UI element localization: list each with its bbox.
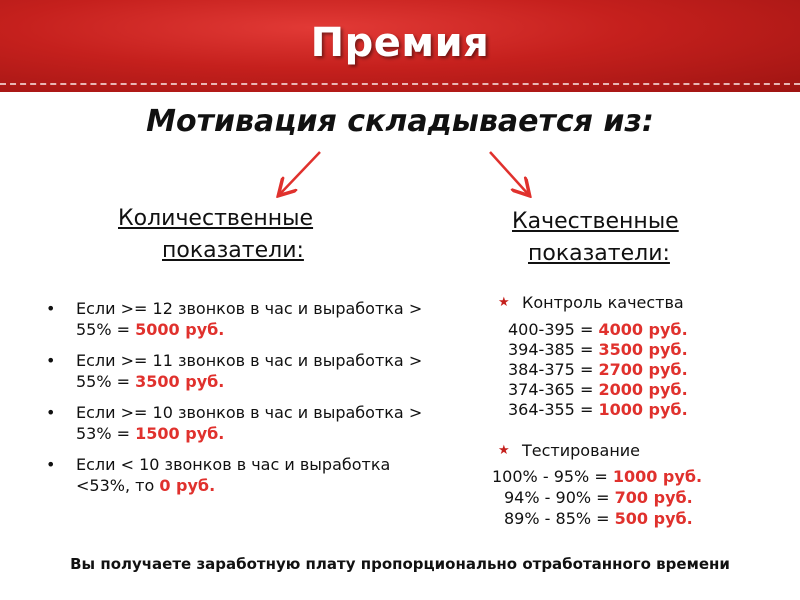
bullet-icon: • — [46, 455, 56, 474]
list-item — [46, 454, 426, 496]
qualitative-heading-line1: Качественные — [512, 209, 679, 234]
range-text: 89% - 85% = — [504, 509, 615, 528]
quality-control-label: Контроль качества — [522, 293, 684, 312]
list-item — [490, 466, 730, 487]
bullet-icon: • — [46, 351, 56, 370]
list-item — [490, 508, 730, 529]
qualitative-heading — [512, 206, 712, 270]
slide-title: Премия — [310, 20, 490, 66]
range-amount: 2700 руб. — [598, 360, 688, 379]
footer-note: Вы получаете заработную плату пропорционально отработанного времени — [70, 555, 730, 573]
list-item — [508, 400, 730, 420]
range-amount: 3500 руб. — [598, 340, 688, 359]
bullet-icon: • — [46, 403, 56, 422]
quantitative-heading-line2: показатели: — [162, 238, 304, 263]
slide-subtitle: Мотивация складывается из: — [146, 104, 654, 139]
range-text: 384-375 = — [508, 360, 599, 379]
list-item — [490, 487, 730, 508]
range-text: 394-385 = — [508, 340, 599, 359]
arrow-left-icon — [280, 152, 320, 194]
list-item — [508, 320, 730, 340]
range-amount: 1000 руб. — [612, 467, 703, 486]
range-amount: 700 руб. — [614, 488, 693, 507]
quantitative-heading — [118, 203, 358, 267]
qualitative-heading-line2: показатели: — [528, 241, 670, 266]
list-item — [46, 298, 426, 340]
testing-label: Тестирование — [522, 441, 641, 460]
list-item — [508, 380, 730, 400]
range-amount: 500 руб. — [614, 509, 693, 528]
quantitative-list — [46, 298, 426, 506]
condition-text: Если >= 12 звонков в час и выработка > 55% = — [76, 299, 423, 339]
condition-amount: 5000 руб. — [135, 320, 225, 339]
range-text: 100% - 95% = — [492, 467, 613, 486]
testing-heading — [490, 438, 730, 464]
condition-text: Если < 10 звонков в час и выработка <53%, то — [76, 455, 391, 495]
condition-text: Если >= 11 звонков в час и выработка > 55% = — [76, 351, 423, 391]
list-item — [46, 350, 426, 392]
testing-list — [490, 466, 730, 529]
quality-control-heading — [490, 290, 730, 316]
bullet-icon: • — [46, 299, 56, 318]
range-amount: 4000 руб. — [598, 320, 688, 339]
quality-control-list — [490, 320, 730, 420]
list-item — [508, 340, 730, 360]
star-icon: ★ — [498, 295, 510, 310]
condition-amount: 0 руб. — [159, 476, 216, 495]
range-amount: 1000 руб. — [598, 400, 688, 419]
condition-amount: 1500 руб. — [135, 424, 225, 443]
range-amount: 2000 руб. — [598, 380, 688, 399]
range-text: 374-365 = — [508, 380, 599, 399]
quantitative-heading-line1: Количественные — [118, 206, 314, 231]
condition-amount: 3500 руб. — [135, 372, 225, 391]
list-item — [508, 360, 730, 380]
range-text: 94% - 90% = — [504, 488, 615, 507]
range-text: 364-355 = — [508, 400, 599, 419]
star-icon: ★ — [498, 443, 510, 458]
arrow-right-icon — [490, 152, 528, 194]
range-text: 400-395 = — [508, 320, 599, 339]
condition-text: Если >= 10 звонков в час и выработка > 53% = — [76, 403, 423, 443]
qualitative-block — [490, 290, 730, 529]
list-item — [46, 402, 426, 444]
